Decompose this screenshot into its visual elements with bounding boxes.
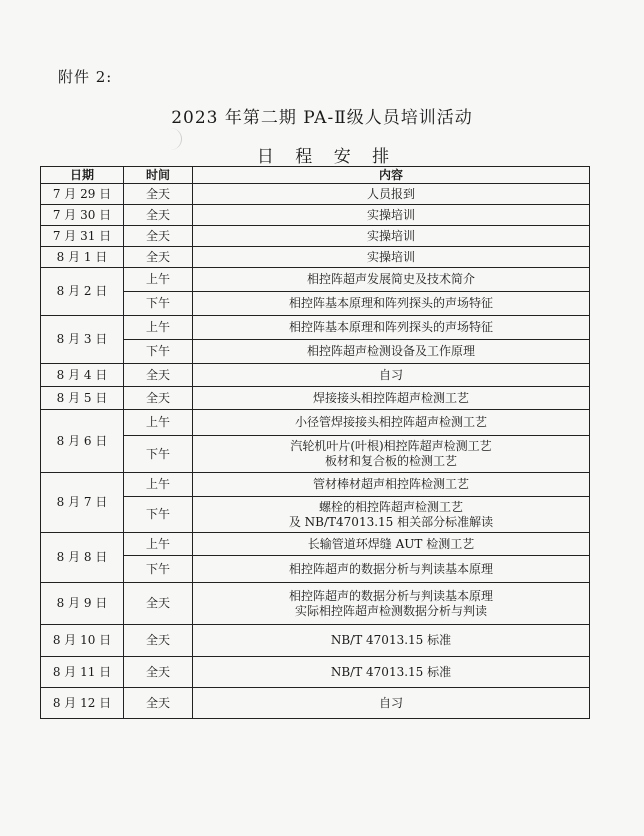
table-row xyxy=(41,268,590,292)
content-cell: 实操培训 xyxy=(193,247,590,268)
table-row xyxy=(41,364,590,387)
time-cell: 上午 xyxy=(124,410,193,436)
content-cell xyxy=(193,583,590,625)
date-cell: 7 月 30 日 xyxy=(41,205,124,226)
date-cell: 8 月 9 日 xyxy=(41,583,124,625)
date-cell: 8 月 7 日 xyxy=(41,473,124,533)
time-cell: 全天 xyxy=(124,184,193,205)
time-cell: 上午 xyxy=(124,533,193,556)
table-row xyxy=(41,556,590,583)
content-cell: 自习 xyxy=(193,688,590,719)
table-row xyxy=(41,410,590,436)
table-row xyxy=(41,473,590,497)
date-cell: 8 月 6 日 xyxy=(41,410,124,473)
content-line: 螺栓的相控阵超声检测工艺 xyxy=(318,499,463,514)
time-cell: 全天 xyxy=(124,387,193,410)
content-line: 汽轮机叶片(叶根)相控阵超声检测工艺 xyxy=(290,439,492,453)
content-cell: 管材棒材超声相控阵检测工艺 xyxy=(193,473,590,497)
content-cell: 相控阵基本原理和阵列探头的声场特征 xyxy=(193,292,590,316)
content-cell: 长输管道环焊缝 AUT 检测工艺 xyxy=(193,533,590,556)
content-cell: NB/T 47013.15 标准 xyxy=(193,657,590,688)
date-cell: 8 月 3 日 xyxy=(41,316,124,364)
table-row xyxy=(41,688,590,719)
schedule-table xyxy=(40,166,590,719)
date-cell: 7 月 31 日 xyxy=(41,226,124,247)
date-cell: 8 月 10 日 xyxy=(41,625,124,657)
content-cell: 小径管焊接接头相控阵超声检测工艺 xyxy=(193,410,590,436)
time-cell: 全天 xyxy=(124,688,193,719)
content-cell: 自习 xyxy=(193,364,590,387)
date-cell: 8 月 5 日 xyxy=(41,387,124,410)
time-cell: 全天 xyxy=(124,247,193,268)
time-cell: 全天 xyxy=(124,364,193,387)
document-title: 2023 年第二期 PA-Ⅱ级人员培训活动 xyxy=(171,108,473,128)
content-cell: 焊接接头相控阵超声检测工艺 xyxy=(193,387,590,410)
time-cell: 下午 xyxy=(124,497,193,533)
table-row xyxy=(41,292,590,316)
table-row xyxy=(41,497,590,533)
table-row xyxy=(41,387,590,410)
content-line: 相控阵超声的数据分析与判读基本原理 xyxy=(288,588,493,603)
date-cell: 8 月 11 日 xyxy=(41,657,124,688)
time-cell: 全天 xyxy=(124,205,193,226)
content-cell: 实操培训 xyxy=(193,226,590,247)
time-cell: 全天 xyxy=(124,625,193,657)
content-cell: 相控阵超声检测设备及工作原理 xyxy=(193,340,590,364)
content-line: 及 NB/T47013.15 相关部分标准解读 xyxy=(288,514,494,529)
table-row xyxy=(41,583,590,625)
time-cell: 上午 xyxy=(124,268,193,292)
content-line: 板材和复合板的检测工艺 xyxy=(324,454,457,468)
content-cell xyxy=(193,436,590,473)
table-row xyxy=(41,316,590,340)
header-date: 日期 xyxy=(41,167,124,184)
time-cell: 上午 xyxy=(124,316,193,340)
time-cell: 全天 xyxy=(124,226,193,247)
content-cell: NB/T 47013.15 标准 xyxy=(193,625,590,657)
time-cell: 全天 xyxy=(124,583,193,625)
table-row xyxy=(41,226,590,247)
document-subtitle: 日 程 安 排 xyxy=(256,147,398,167)
table-row xyxy=(41,625,590,657)
table-row xyxy=(41,340,590,364)
time-cell: 下午 xyxy=(124,292,193,316)
header-content: 内容 xyxy=(193,167,590,184)
date-cell: 8 月 12 日 xyxy=(41,688,124,719)
date-cell: 8 月 2 日 xyxy=(41,268,124,316)
table-row xyxy=(41,247,590,268)
time-cell: 下午 xyxy=(124,436,193,473)
date-cell: 8 月 4 日 xyxy=(41,364,124,387)
date-cell: 7 月 29 日 xyxy=(41,184,124,205)
content-cell: 人员报到 xyxy=(193,184,590,205)
time-cell: 下午 xyxy=(124,340,193,364)
time-cell: 全天 xyxy=(124,657,193,688)
content-cell xyxy=(193,497,590,533)
table-row xyxy=(41,533,590,556)
header-time: 时间 xyxy=(124,167,193,184)
time-cell: 上午 xyxy=(124,473,193,497)
table-row xyxy=(41,184,590,205)
attachment-label: 附件 2: xyxy=(58,68,113,86)
content-cell: 相控阵超声的数据分析与判读基本原理 xyxy=(193,556,590,583)
content-cell: 相控阵基本原理和阵列探头的声场特征 xyxy=(193,316,590,340)
table-row xyxy=(41,436,590,473)
date-cell: 8 月 1 日 xyxy=(41,247,124,268)
table-row xyxy=(41,657,590,688)
content-cell: 相控阵超声发展简史及技术简介 xyxy=(193,268,590,292)
table-header-row xyxy=(41,167,590,184)
time-cell: 下午 xyxy=(124,556,193,583)
content-line: 实际相控阵超声检测数据分析与判读 xyxy=(294,603,487,618)
table-row xyxy=(41,205,590,226)
date-cell: 8 月 8 日 xyxy=(41,533,124,583)
content-cell: 实操培训 xyxy=(193,205,590,226)
